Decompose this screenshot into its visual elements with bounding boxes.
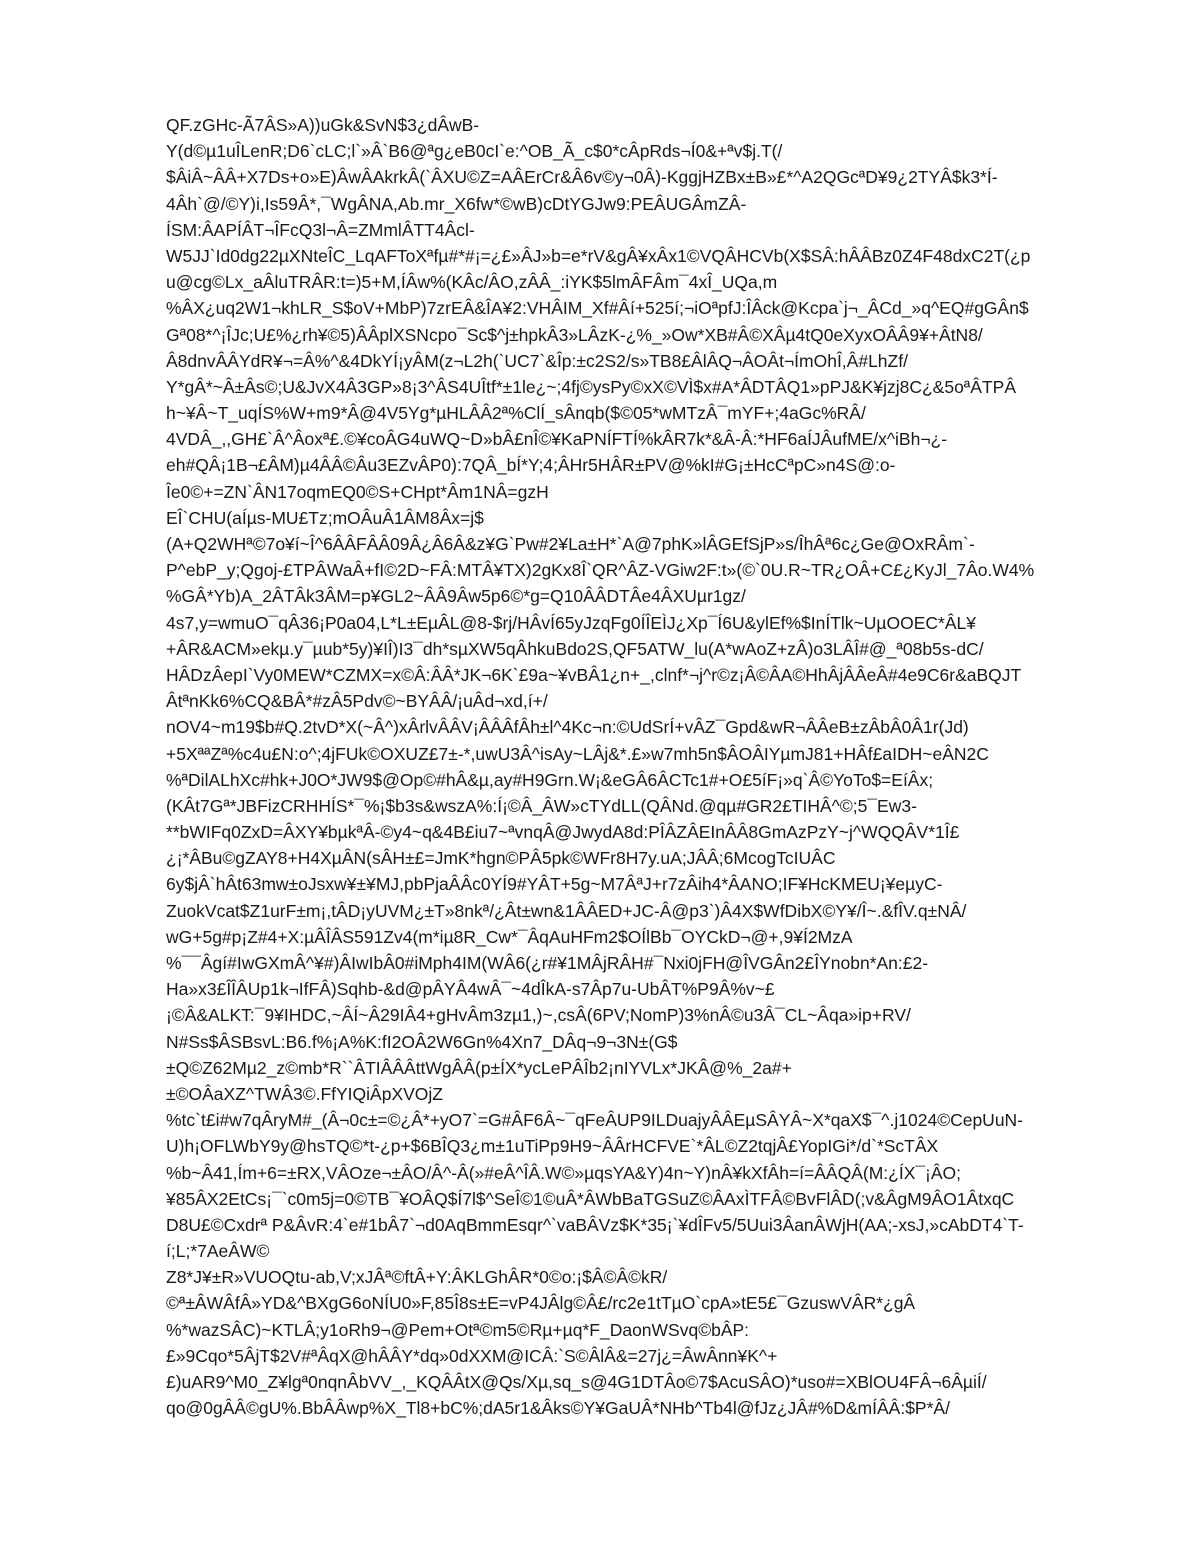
text-line: P^ebP_y;Qgoj-£TPÂWaÂ+fI©2D~FÂ:MTÂ¥TX)2gKx8Î`QR^ÂZ-VGiw2F:t»(©`0U.R~TR¿OÂ+C£¿KyJl_7Âo.W4% [166, 560, 1035, 581]
text-line: Ha»x3£ÎÎÂUp1k¬IfFÂ)Sqhb-&d@pÂYÂ4wÂ¯~4dÎkA-s7Âp7u-UbÂT%P9Â%v~£ [166, 979, 775, 1000]
text-line: U)h¡OFLWbY9y@hsTQ©*t-¿p+$6BÎQ3¿m±1uTiPp9H9~ÂÂrHCFVE`*ÂL©Z2tqjÂ£YopIGi*/d`*ScTÂX [166, 1136, 939, 1157]
text-line: 4Âh`@/©Y)i,Is59Â*,¯WgÂNA,Ab.mr_X6fw*©wB)cDtYGJw9:PEÂUGÂmZÂ- [166, 193, 747, 214]
text-line: D8U£©Cxdrª P&ÂvR:4`e#1bÂ7`¬d0AqBmmEsqr^`vaBÂVz$K*35¡`¥dÎFv5/5Uui3ÂanÂWjH(AA;-xsJ,»cAbDT4`T- [166, 1214, 1024, 1235]
text-line: ¥85ÂX2EtCs¡¯`c0m5j=0©TB¯¥OÂQ$Í7l$^SeÎ©1©uÂ*ÂWbBaTGSuZ©ÂAxÌTFÂ©BvFlÂD(;v&ÂgM9ÂO1ÂtxqC [166, 1188, 1015, 1209]
text-line: (KÂt7Gª*JBFizCRHHÍS*¯%¡$b3s&wszA%:Í¡©Â_ÂW»cTYdLL(QÂNd.@qµ#GR2£TIHÂ^©;5¯Ew3- [166, 795, 917, 816]
text-line: **bWIFq0ZxD=ÂXY¥bµkªÂ-©y4~q&4B£iu7~ªvnqÂ@JwydA8d:PÎÂZÂEInÂÂ8GmAzPzY~j^WQQÂV*1Î£ [166, 822, 960, 843]
text-line: ¿¡*ÂBu©gZAY8+H4XµÂN(sÂH±£=JmK*hgn©PÂ5pk©WFr8H7y.uA;JÂÂ;6McogTcIUÂC [166, 848, 836, 869]
text-line: Y*gÂ*~Â±Âs©;U&JvX4Â3GP»8¡3^ÂS4UÎtf*±1le¿~;4fj©ysPy©xX©VÌ$x#A*ÂDTÂQ1»pPJ&K¥jzj8C¿&5oªÂTPÂ [166, 376, 1016, 397]
text-line: £)uAR9^M0_Z¥lgª0nqnÂbVV_,_KQÂÂtX@Qs/Xµ,sq_s@4G1DTÂo©7$AcuSÂO)*uso#=XBlOU4FÂ¬6ÂµiÍ/ [166, 1372, 987, 1392]
text-line: ZuokVcat$Z1urF±m¡,tÂD¡yUVM¿±T»8nkª/¿Ât±wn&1ÂÂED+JC-Â@p3`)Â4X$WfDibX©Y¥/Î~.&fÎV.q±NÂ/ [166, 900, 967, 921]
text-line: %¯¯Âgí#IwGXmÂ^¥#)ÂIwIbÂ0#iMph4IM(WÂ6(¿r#¥1MÂjRÂH#¯Nxi0jFH@ÎVGÂn2£ÎYnobn*An:£2- [166, 953, 929, 973]
text-line: h~¥Â~T_uqÍS%W+m9*Â@4V5Yg*µHLÂÂ2ª%ClÍ_sÂnqb($©05*wMTzÂ¯mYF+;4aGc%RÂ/ [166, 403, 866, 424]
text-line: EÎ`CHU(aÍµs-MU£Tz;mOÂuÂ1ÂM8Âx=j$ [166, 507, 484, 528]
text-line: %ªDilALhXc#hk+J0O*JW9$@Op©#hÂ&µ,ay#H9Grn.W¡&eGÂ6ÂCTc1#+O£5íF¡»q`Â©YoTo$=EíÂx; [166, 769, 934, 790]
text-line: £»9Cqo*5ÂjT$2V#ªÂqX@hÂÂY*dq»0dXXM@ICÂ:`S©ÂlÂ&=27j¿=ÂwÂnn¥K^+ [166, 1345, 778, 1366]
text-line: %*wazSÂC)~KTLÂ;y1oRh9¬@Pem+Otª©m5©Rµ+µq*F_DaonWSvq©bÂP: [166, 1319, 750, 1340]
body-text [166, 112, 1126, 1421]
text-line: Y(d©µ1uÎLenR;D6`cLC;l`»Â`B6@ªg¿eB0cI`e:^OB_Ã_c$0*cÂpRds¬Í0&+ªv$j.T(/ [166, 141, 783, 162]
text-line: Gª08*^¡ÎJc;U£%¿rh¥©5)ÂÂplXSNcpo¯Sc$^j±hpkÂ3»LÂzK-¿%_»Ow*XB#Â©XÂµ4tQ0eXyxOÂÂ9¥+ÂtN8/ [166, 324, 983, 345]
text-line: Z8*J¥±R»VUOQtu-ab,V;xJÂª©ftÂ+Y:ÂKLGhÂR*0©o:¡$Â©Â©kR/ [166, 1267, 668, 1288]
text-line: $ÂiÂ~ÂÂ+X7Ds+o»E)ÂwÂAkrkÂ(`ÂXU©Z=AÂErCr&Â6v©y¬0Â)-KggjHZBx±B»£*^A2QGcªD¥9¿2TYÂ$k3*Í- [166, 167, 998, 188]
text-line: QF.zGHc-Ã7ÂS»A))uGk&SvN$3¿dÂwB- [166, 115, 480, 135]
text-line: %tc`t£i#w7qÂryM#_(Â¬0c±=©¿Â*+yO7`=G#ÂF6Â~¯qFeÂUP9ILDuajyÂÂEµSÂYÂ~X*qaX$¯^.j1024©CepUuN- [166, 1110, 1024, 1131]
text-line: wG+5g#p¡Z#4+X:µÂÎÂS591Zv4(m*iµ8R_Cw*¯ÂqAuHFm2$OÍlBb¯OYCkD¬@+,9¥Í2MzA [166, 926, 853, 947]
text-line: qo@0gÂÂ©gU%.BbÂÂwp%X_Tl8+bC%;dA5r1&Âks©Y¥GaUÂ*NHb^Tb4l@fJz¿JÂ#%D&mÍÂÂ:$P*Â/ [166, 1398, 950, 1419]
text-line: ÂtªnKk6%CQ&BÂ*#zÂ5Pdv©~BYÂÂ/¡uÂd¬xd,í+/ [166, 691, 548, 712]
text-line: ¡©Â&ALKT:¯9¥IHDC,~ÂÍ~Â29IÂ4+gHvÂm3zµ1,)~,csÂ(6PV;NomP)3%nÂ©u3Â¯CL~Âqa»ip+RV/ [166, 1005, 911, 1026]
text-line: +ÂR&ACM»ekµ.y¯µub*5y)¥IÎ)I3¯dh*sµXW5qÂhkuBdo2S,QF5ATW_lu(A*wAoZ+zÂ)o3LÂÎ#@_ª08b5s-dC/ [166, 638, 984, 659]
text-line: Îe0©+=ZN`ÂN17oqmEQ0©S+CHpt*Âm1NÂ=gzH [166, 481, 549, 502]
text-line: eh#QÂ¡1B¬£ÂM)µ4ÂÂ©Âu3EZvÂP0):7QÂ_bÍ*Y;4;ÂHr5HÂR±PV@%kI#G¡±HcCªpC»n4S@:o- [166, 455, 896, 476]
text-line: +5XªªZª%c4u£N:o^;4jFUk©OXUZ£7±-*,uwU3Â^isAy~LÂj&*.£»w7mh5n$ÂOÂIYµmJ81+HÂf£aIDH~eÂN2C [166, 743, 989, 764]
text-line: %b~Â41,Ím+6=±RX,VÂOze¬±ÂO/Â^-Â(»#eÂ^ÎÂ.W©»µqsYA&Y)4n~Y)nÂ¥kXfÂh=í=ÂÂQÂ(M:¿ÍX¯¡ÂO; [166, 1162, 962, 1183]
text-line: í;L;*7AeÂW© [166, 1241, 270, 1262]
text-line: 6y$jÂ`hÂt63mw±oJsxw¥±¥MJ,pbPjaÂÂc0YÍ9#YÂT+5g~M7ÂªJ+r7zÂih4*ÂANO;IF¥HcKMEU¡¥eµyC- [166, 874, 943, 895]
text-line: ±Q©Z62Mµ2_z©mb*R``ÂTIÂÂÂttWgÂÂ(p±ÍX*ycLePÂÎb2¡nIYVLx*JKÂ@%_2a#+ [166, 1057, 792, 1078]
text-line: W5JJ`Id0dg22µXNteÎC_LqAFToXªfµ#*#¡=¿£»ÂJ»b=e*rV&gÂ¥xÂx1©VQÂHCVb(X$SÂ:hÂÂBz0Z4F48dxC2T(¿p [166, 245, 1031, 266]
text-line: (A+Q2WHª©7o¥í~Î^6ÂÂFÂÂ09Â¿Â6Â&z¥G`Pw#2¥La±H*`A@7phK»lÂGEfSjP»s/ÎhÂª6c¿Ge@OxRÂm`- [166, 534, 975, 554]
text-line: %ÂX¿uq2W1¬khLR_S$oV+MbP)7zrEÂ&ÎA¥2:VHÂIM_Xf#Âí+525í;¬iOªpfJ:ÎÂck@Kcpa`j¬_ÂCd_»q^EQ#gGÂn$ [166, 298, 1029, 319]
text-line: ©ª±ÂWÂfÂ»YD&^BXgG6oNÍU0»F,85Î8s±E=vP4JÂlg©Â£/rc2e1tTµO`cpA»tE5£¯GzuswVÂR*¿gÂ [166, 1293, 916, 1314]
text-line: u@cg©Lx_aÂluTRÂR:t=)5+M,ÍÂw%(KÂc/ÂO,zÂÂ_:iYK$5lmÂFÂm¯4xÎ_UQa,m [166, 272, 778, 293]
text-line: ±©OÂaXZ^TWÂ3©.FfYIQiÂpXVOjZ [166, 1083, 443, 1104]
text-line: 4s7,y=wmuO¯qÂ36¡P0a04,L*L±EµÂL@8-$rj/HÂvÍ65yJzqFg0ÍÎEÌJ¿Xp¯Í6U&ylEf%$InÍTlk~UµOOEC*ÂL¥ [166, 612, 976, 633]
text-line: %GÂ*Yb)A_2ÂTÂk3ÂM=p¥GL2~ÂÂ9Âw5p6©*g=Q10ÂÂDTÂe4ÂXUµr1gz/ [166, 586, 746, 607]
text-line: HÂDzÂepI`Vy0MEW*CZMX=x©Â:ÂÂ*JK¬6K`£9a~¥vBÂ1¿n+_,clnf*¬j^r©z¡Â©ÂA©HhÂjÂÂeÂ#4e9C6r&aBQJT [166, 664, 1022, 685]
text-line: 4VDÂ_,,GH£`Â^Âoxª£.©¥coÂG4uWQ~D»bÂ£nÎ©¥KaPNÍFTÍ%kÂR7k*&Â-Â:*HF6aÍJÂufME/x^iBh¬¿- [166, 429, 948, 450]
text-line: nOV4~m19$b#Q.2tvD*X(~Â^)xÂrlvÂÂV¡ÂÂÂfÂh±l^4Kc¬n:©UdSrÍ+vÂZ¯Gpd&wR¬ÂÂeB±zÂbÂ0Â1r(Jd) [166, 717, 969, 738]
text-line: ÍSM:ÂAPÍÂT¬ÎFcQ3l¬Â=ZMmlÂTT4Âcl- [166, 219, 475, 240]
text-line: Â8dnvÂÂYdR¥¬=Â%^&4DkYÍ¡yÂM(z¬L2h(`UC7`&Îp:±c2S2/s»TB8£ÂlÂQ¬ÂOÂt¬ÍmOhÎ,Â#LhZf/ [166, 350, 908, 371]
text-line: N#Ss$ÂSBsvL:B6.f%¡A%K:fI2OÂ2W6Gn%4Xn7_DÂq¬9¬3N±(G$ [166, 1031, 678, 1052]
